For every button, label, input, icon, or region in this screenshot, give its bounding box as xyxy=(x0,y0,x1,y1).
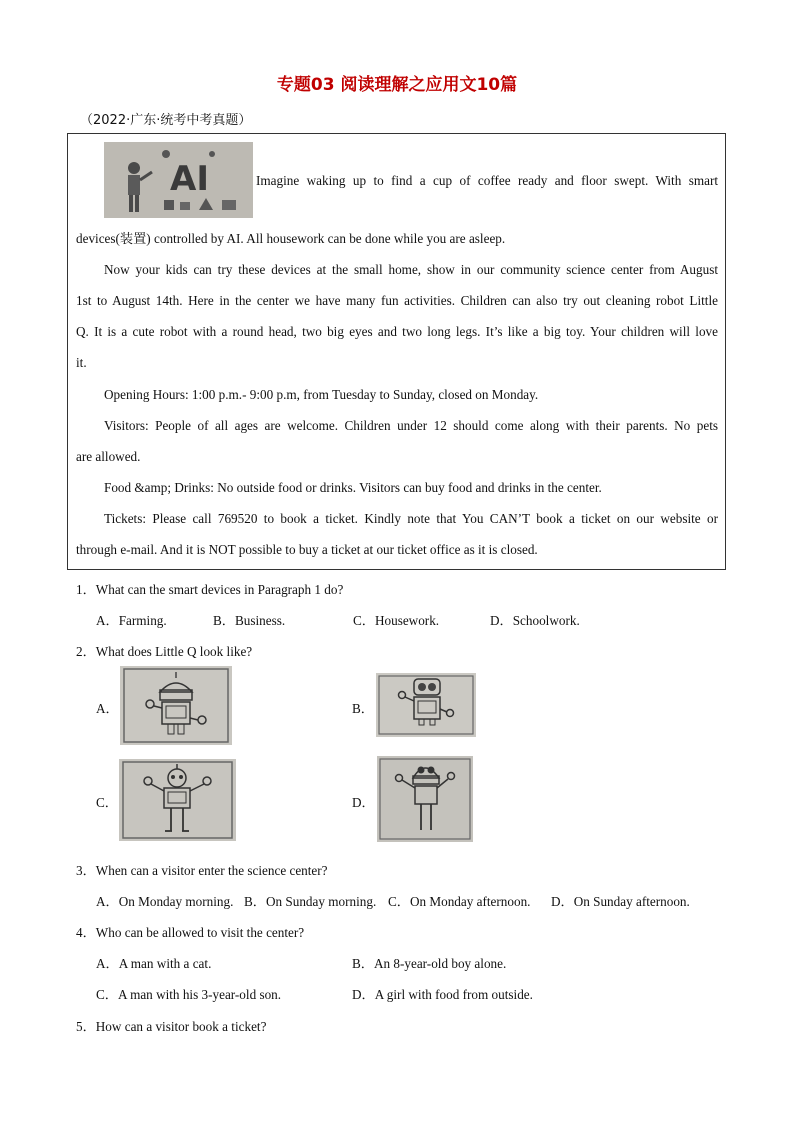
passage-line: 1st to August 14th. Here in the center we have many fun activities. Children can also try out cleaning robot Little xyxy=(76,293,718,308)
option-2b: B． xyxy=(352,701,374,716)
passage-line: Imagine waking up to find a cup of coffee ready and floor swept. With smart xyxy=(256,173,718,188)
passage-line: devices(装置) controlled by AI. All housework can be done while you are asleep. xyxy=(76,231,506,246)
option-4d: D．A girl with food from outside. xyxy=(352,987,533,1002)
passage-line: Food &amp; Drinks: No outside food or drinks. Visitors can buy food and drinks in the center. xyxy=(104,480,602,495)
question-4: 4．Who can be allowed to visit the center? xyxy=(76,925,305,940)
page-title: 专题03 阅读理解之应用文10篇 xyxy=(276,75,518,95)
question-2: 2．What does Little Q look like? xyxy=(76,644,253,659)
robot-image-c xyxy=(119,759,236,841)
option-1d: D．Schoolwork. xyxy=(490,613,580,628)
ai-logo-text: AI xyxy=(170,159,209,199)
ai-illustration xyxy=(104,142,253,218)
option-3c: C．On Monday afternoon. xyxy=(388,894,531,909)
passage-line: Tickets: Please call 769520 to book a ticket. Kindly note that You CAN’T book a ticket on our website or xyxy=(104,511,718,526)
option-2c: C． xyxy=(96,795,118,810)
option-1a: A．Farming. xyxy=(96,613,167,628)
option-1b: B．Business. xyxy=(213,613,286,628)
question-3: 3．When can a visitor enter the science center? xyxy=(76,863,328,878)
passage-line: Now your kids can try these devices at the small home, show in our community science center from August xyxy=(104,262,718,277)
option-4b: B．An 8-year-old boy alone. xyxy=(352,956,507,971)
robot-image-b xyxy=(376,673,476,737)
option-3b: B．On Sunday morning. xyxy=(244,894,377,909)
passage-line: are allowed. xyxy=(76,449,141,464)
option-4a: A．A man with a cat. xyxy=(96,956,212,971)
passage-line: Q. It is a cute robot with a round head, two big eyes and two long legs. It’s like a big toy. Your children will love xyxy=(76,324,718,339)
robot-image-a xyxy=(120,666,232,745)
source-note: （2022·广东·统考中考真题） xyxy=(80,113,252,128)
option-2a: A． xyxy=(96,701,119,716)
passage-line: Visitors: People of all ages are welcome. Children under 12 should come along with their parents. No pets xyxy=(104,418,718,433)
robot-image-d xyxy=(377,756,473,842)
option-3d: D．On Sunday afternoon. xyxy=(551,894,690,909)
option-1c: C．Housework. xyxy=(353,613,440,628)
passage-line: through e-mail. And it is NOT possible to buy a ticket at our ticket office as it is closed. xyxy=(76,542,538,557)
passage-line: it. xyxy=(76,355,87,370)
option-2d: D． xyxy=(352,795,375,810)
passage-line: Opening Hours: 1:00 p.m.- 9:00 p.m, from Tuesday to Sunday, closed on Monday. xyxy=(104,387,539,402)
question-1: 1．What can the smart devices in Paragraph 1 do? xyxy=(76,582,344,597)
option-3a: A．On Monday morning. xyxy=(96,894,234,909)
question-5: 5．How can a visitor book a ticket? xyxy=(76,1019,267,1034)
option-4c: C．A man with his 3-year-old son. xyxy=(96,987,282,1002)
